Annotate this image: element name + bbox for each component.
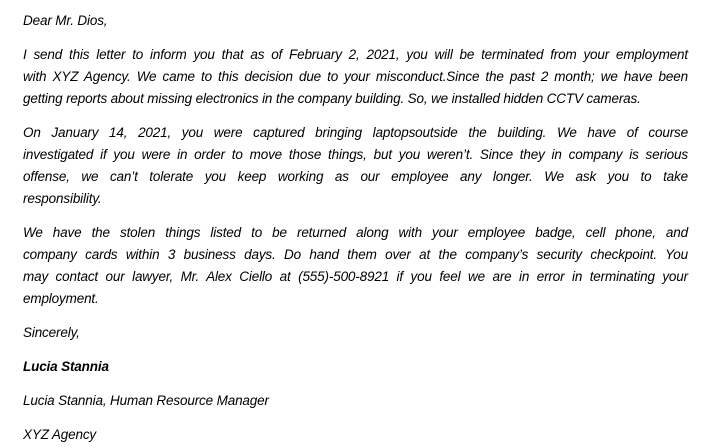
body-paragraph [23,122,688,210]
paragraph-line: with XYZ Agency. We came to this decision due to your misconduct.Since the past 2 month; we have been [23,69,688,84]
signature-name: Lucia Stannia [23,359,109,374]
closing: Sincerely, [23,325,80,340]
company-name: XYZ Agency [23,427,97,442]
paragraph-line: responsibility. [23,191,102,206]
paragraph-line: may contact our lawyer, Mr. Alex Ciello at (555)-500-8921 if you feel we are in error in terminating your [23,269,688,284]
paragraph-line: I send this letter to inform you that as of February 2, 2021, you will be terminated from your employment [23,47,688,62]
greeting: Dear Mr. Dios, [23,13,108,28]
paragraph-line: company cards within 3 business days. Do hand them over at the company’s security checkpoint. You [23,247,688,262]
paragraph-line: investigated if you were in order to move those things, but you weren’t. Since they in company is serious [23,147,688,162]
paragraph-line: offense, we can’t tolerate you keep working as our employee any longer. We ask you to take [23,169,688,184]
body-paragraph [23,44,688,110]
paragraph-line: We have the stolen things listed to be returned along with your employee badge, cell phone, and [23,225,688,240]
paragraph-line: getting reports about missing electronics in the company building. So, we installed hidden CCTV cameras. [23,91,641,106]
body-paragraph [23,222,688,310]
paragraph-line: employment. [23,291,99,306]
signature-title: Lucia Stannia, Human Resource Manager [23,393,269,408]
paragraph-line: On January 14, 2021, you were captured bringing laptopsoutside the building. We have of course [23,125,688,140]
letter-body [23,44,688,310]
